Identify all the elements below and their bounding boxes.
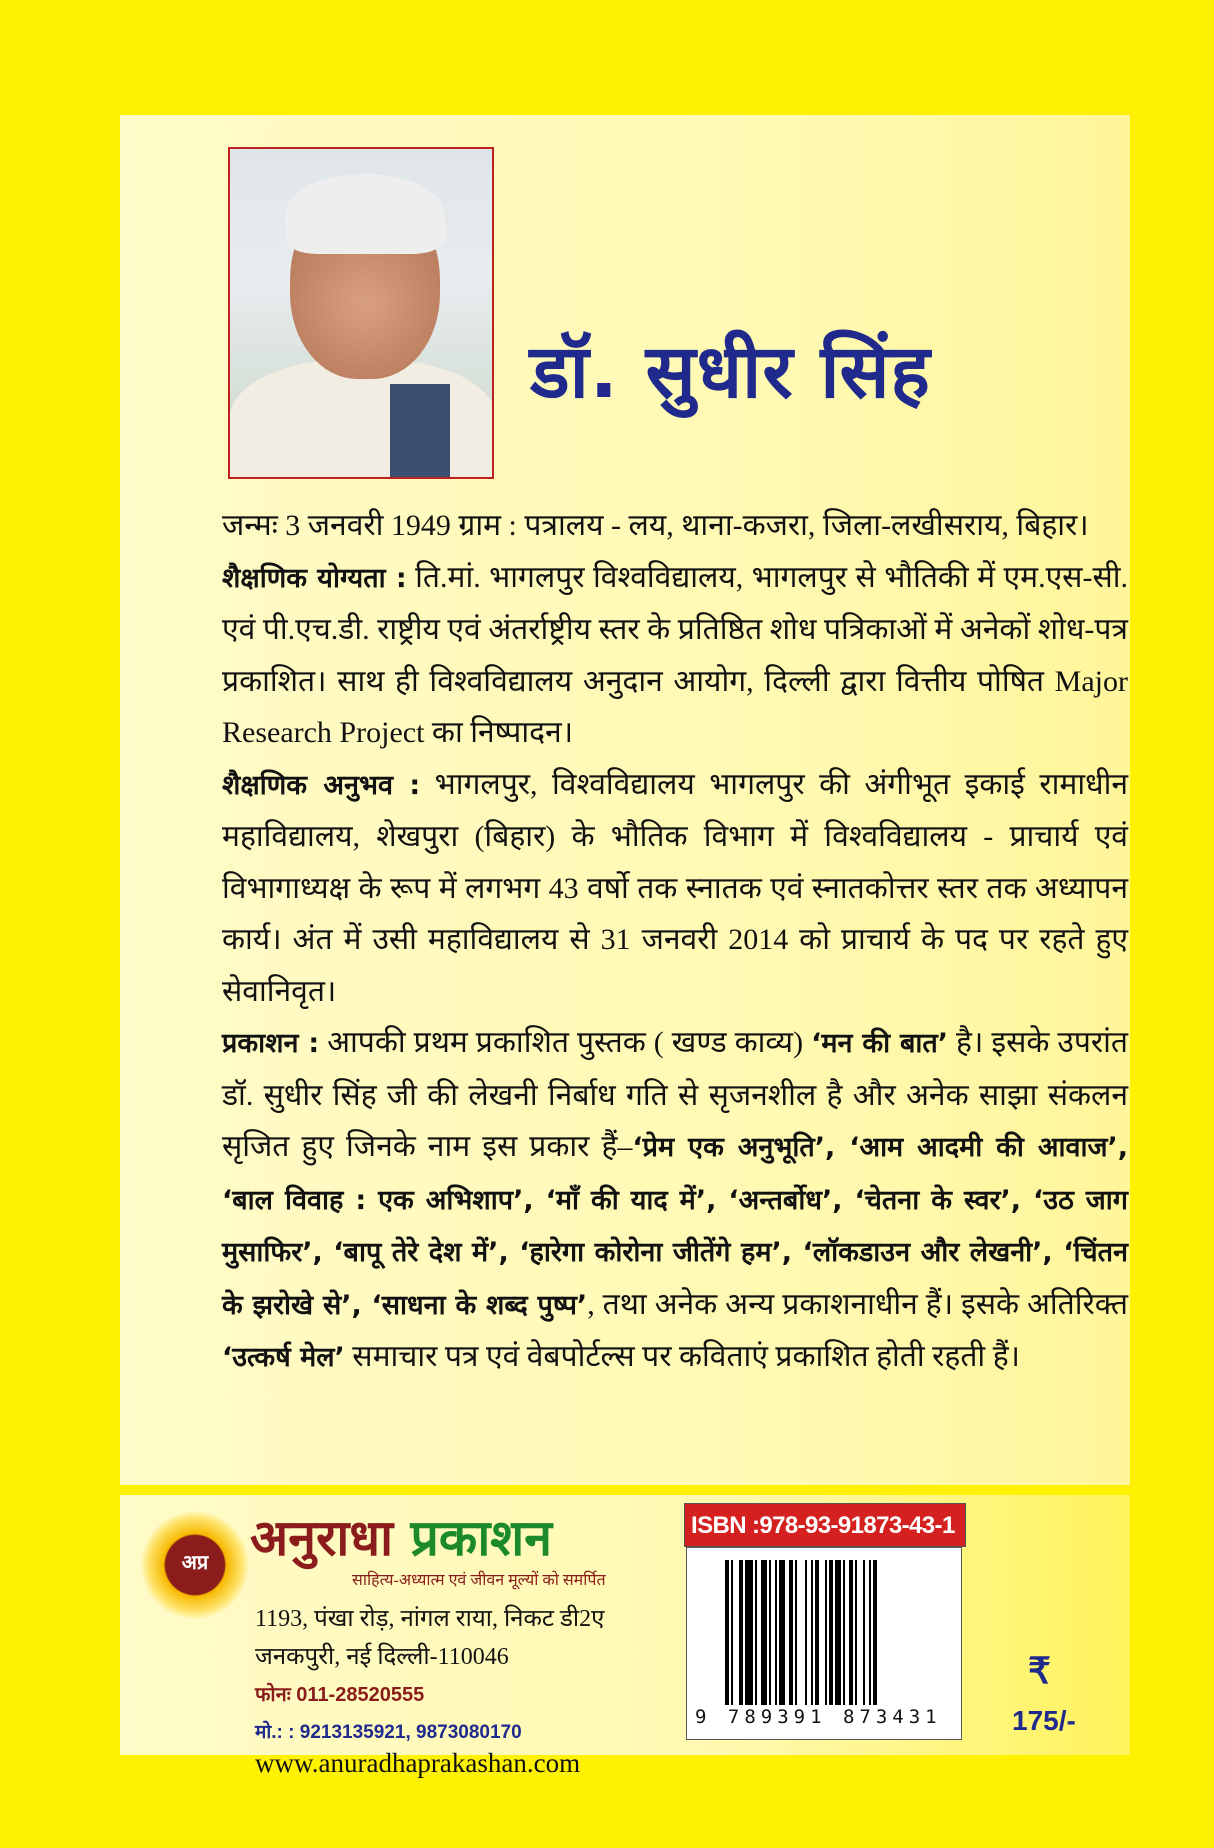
- experience-label: शैक्षणिक अनुभव :: [222, 769, 421, 801]
- education: शैक्षणिक योग्यता : ति.मां. भागलपुर विश्वविद्यालय, भागलपुर से भौतिकी में एम.एस-सी. एवं पी.एच.डी. राष्ट्रीय एवं अंतर्राष्ट्रीय स्तर के प्रतिष्ठित शोध पत्रिकाओं में अनेकों शोध-पत्र प्रकाशित। साथ ही विश्वविद्यालय अनुदान आयोग, दिल्ली द्वारा वित्तीय पोषित Major Research Project का निष्पादन।: [222, 560, 1128, 749]
- publications-label: प्रकाशन :: [222, 1028, 320, 1059]
- birth-info: जन्मः 3 जनवरी 1949 ग्राम : पत्रालय - लय, थाना-कजरा, जिला-लखीसराय, बिहार।: [222, 509, 1089, 542]
- publisher-address: 1193, पंखा रोड़, नांगल राया, निकट डी2ए जनकपुरी, नई दिल्ली-110046 फोनः 011-28520555 मो.: : 9213135921, 9873080170 www.anuradhaprakashan.com: [255, 1600, 604, 1782]
- publications: प्रकाशन : आपकी प्रथम प्रकाशित पुस्तक ( खण्ड काव्य) ‘मन की बात’ है। इसके उपरांत डॉ. सुधीर सिंह जी की लेखनी निर्बाध गति से सृजनशील है और अनेक साझा संकलन सृजित हुए जिनके नाम इस प्रकार हैं–‘प्रेम एक अनुभूति’, ‘आम आदमी की आवाज’, ‘बाल विवाह : एक अभिशाप’, ‘माँ की याद में’, ‘अन्तर्बोध’, ‘चेतना के स्वर’, ‘उठ जाग मुसाफिर’, ‘बापू तेरे देश में’, ‘हारेगा कोरोना जीतेंगे हम’, ‘लॉकडाउन और लेखनी’, ‘चिंतन के झरोखे से’, ‘साधना के शब्द पुष्प’, तथा अनेक अन्य प्रकाशनाधीन हैं। इसके अतिरिक्त ‘उत्कर्ष मेल’ समाचार पत्र एवं वेबपोर्टल्स पर कविताएं प्रकाशित होती रहती हैं।: [222, 1026, 1128, 1373]
- isbn-label: ISBN :978-93-91873-43-1: [684, 1503, 966, 1547]
- barcode-bars: [725, 1560, 935, 1705]
- publisher-logo: अप्र: [140, 1510, 250, 1620]
- author-name: डॉ. सुधीर सिंह: [530, 329, 931, 415]
- publisher-mobile: मो.: : 9213135921, 9873080170: [255, 1722, 522, 1743]
- publisher-phone: फोनः 011-28520555: [255, 1684, 425, 1706]
- author-bio: [222, 500, 1128, 1384]
- rupee-icon: ₹: [1028, 1651, 1051, 1691]
- barcode-bar: [877, 1560, 879, 1705]
- experience: शैक्षणिक अनुभव : भागलपुर, विश्वविद्यालय भागलपुर की अंगीभूत इकाई रामाधीन महाविद्यालय, शेखपुरा (बिहार) के भौतिक विभाग में विश्वविद्यालय - प्राचार्य एवं विभागाध्यक्ष के रूप में लगभग 43 वर्षो तक स्नातक एवं स्नातकोत्तर स्तर तक अध्यापन कार्य। अंत में उसी महाविद्यालय से 31 जनवरी 2014 को प्राचार्य के पद पर रहते हुए सेवानिवृत।: [222, 767, 1128, 1008]
- barcode: [686, 1547, 962, 1740]
- price: 175/-: [1012, 1705, 1076, 1736]
- publisher-website: www.anuradhaprakashan.com: [255, 1748, 581, 1778]
- barcode-bar: [745, 1560, 753, 1705]
- author-photo: [228, 147, 494, 479]
- barcode-bar: [797, 1560, 805, 1705]
- publisher-tagline: साहित्य-अध्यात्म एवं जीवन मूल्यों को समर्पित: [352, 1572, 606, 1589]
- publisher-name: अनुराधा प्रकाशन: [250, 1509, 553, 1567]
- education-label: शैक्षणिक योग्यता :: [222, 562, 407, 594]
- barcode-number: 9 789391 873431: [695, 1706, 942, 1728]
